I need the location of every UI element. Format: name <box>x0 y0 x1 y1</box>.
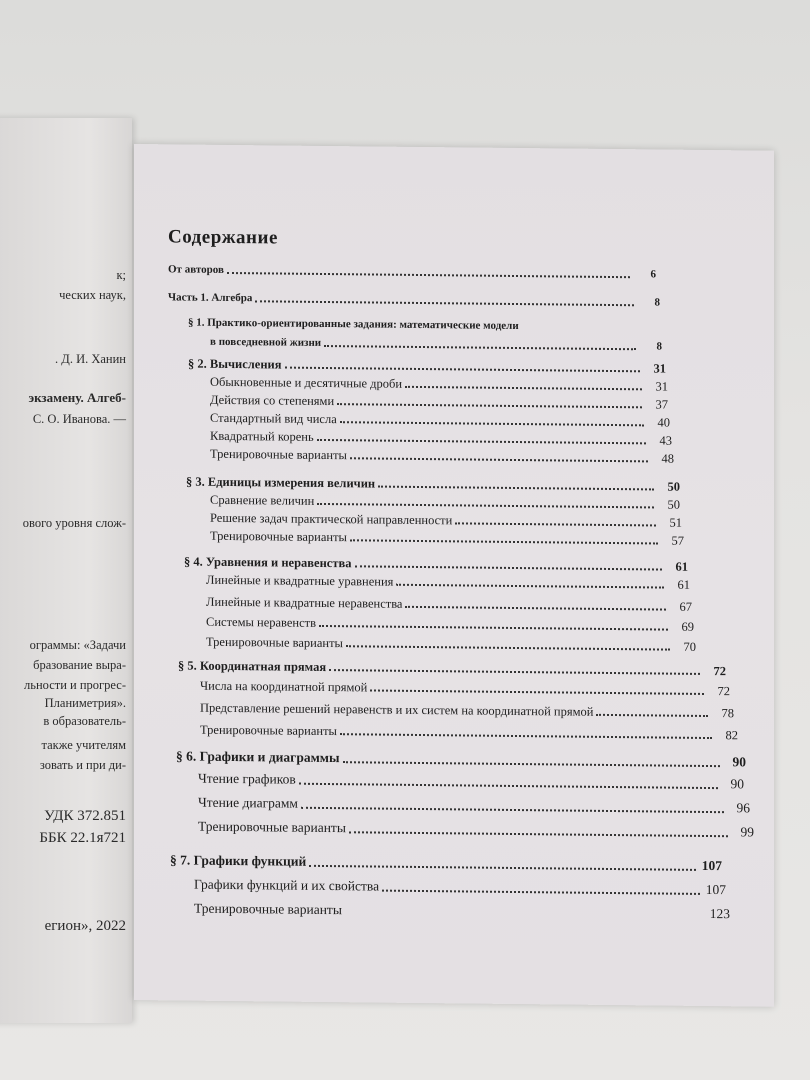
toc-section-1: в повседневной жизни 8 <box>210 335 662 353</box>
toc-entry: Тренировочные варианты 123 <box>194 900 730 922</box>
left-text-fragment: также учителям <box>41 738 126 752</box>
toc-entry: Линейные и квадратные неравенства 67 <box>206 594 692 614</box>
page-title: Содержание <box>168 226 278 249</box>
toc-entry-authors: От авторов 6 <box>168 263 656 281</box>
toc-section-3: § 3. Единицы измерения величин 50 <box>186 474 680 494</box>
toc-entry: Системы неравенств 69 <box>206 614 694 634</box>
left-page <box>0 118 132 1023</box>
toc-entry: Представление решений неравенств и их систем на координатной прямой 78 <box>200 700 734 721</box>
toc-section-5: § 5. Координатная прямая 72 <box>178 658 726 679</box>
left-text-fragment: С. О. Иванова. — <box>32 412 126 426</box>
left-text-fragment: зовать и при ди- <box>39 758 126 772</box>
left-text-fragment: бразование выра- <box>33 658 126 672</box>
toc-section-2: § 2. Вычисления 31 <box>188 356 666 376</box>
toc-entry: Тренировочные варианты 82 <box>200 722 738 743</box>
left-text-fragment: экзамену. Алгеб- <box>28 390 126 405</box>
left-text-fragment: в образователь- <box>43 714 126 728</box>
left-text-fragment: к; <box>116 268 126 282</box>
toc-entry-part1: Часть 1. Алгебра 8 <box>168 291 660 309</box>
toc-section-1-line1: § 1. Практико-ориентированные задания: математические модели <box>188 316 519 333</box>
toc-entry: Тренировочные варианты 57 <box>210 528 684 548</box>
toc-entry: Стандартный вид числа 40 <box>210 410 670 430</box>
left-text-fragment: ческих наук, <box>59 288 126 302</box>
left-text-fragment: Планиметрия». <box>44 696 126 710</box>
udk-code: УДК 372.851 <box>44 808 126 824</box>
toc-entry: Сравнение величин 50 <box>210 492 680 512</box>
toc-entry: Числа на координатной прямой 72 <box>200 678 730 699</box>
toc-entry: Чтение графиков 90 <box>198 770 744 792</box>
toc-entry: Квадратный корень 43 <box>210 428 672 448</box>
toc-entry: Тренировочные варианты 99 <box>198 818 754 840</box>
toc-entry: Тренировочные варианты 48 <box>210 446 674 466</box>
left-text-fragment: егион», 2022 <box>44 918 126 934</box>
bbk-code: ББК 22.1я721 <box>39 830 126 846</box>
toc-entry: Тренировочные варианты 70 <box>206 634 696 654</box>
toc-entry: Обыкновенные и десятичные дроби 31 <box>210 374 668 394</box>
toc-section-7: § 7. Графики функций 107 <box>170 852 722 874</box>
toc-entry: Графики функций и их свойства 107 <box>194 876 726 898</box>
toc-section-4: § 4. Уравнения и неравенства 61 <box>184 554 688 574</box>
toc-entry: Действия со степенями 37 <box>210 392 668 412</box>
left-text-fragment: ового уровня слож- <box>22 516 126 530</box>
left-text-fragment: льности и прогрес- <box>24 678 126 692</box>
toc-entry: Чтение диаграмм 96 <box>198 794 750 816</box>
left-text-fragment: ограммы: «Задачи <box>29 638 126 652</box>
toc-entry: Линейные и квадратные уравнения 61 <box>206 572 690 592</box>
toc-entry: Решение задач практической направленности 51 <box>210 510 682 530</box>
toc-section-6: § 6. Графики и диаграммы 90 <box>176 748 746 770</box>
left-text-fragment: . Д. И. Ханин <box>55 352 126 366</box>
toc-page <box>134 144 774 1007</box>
